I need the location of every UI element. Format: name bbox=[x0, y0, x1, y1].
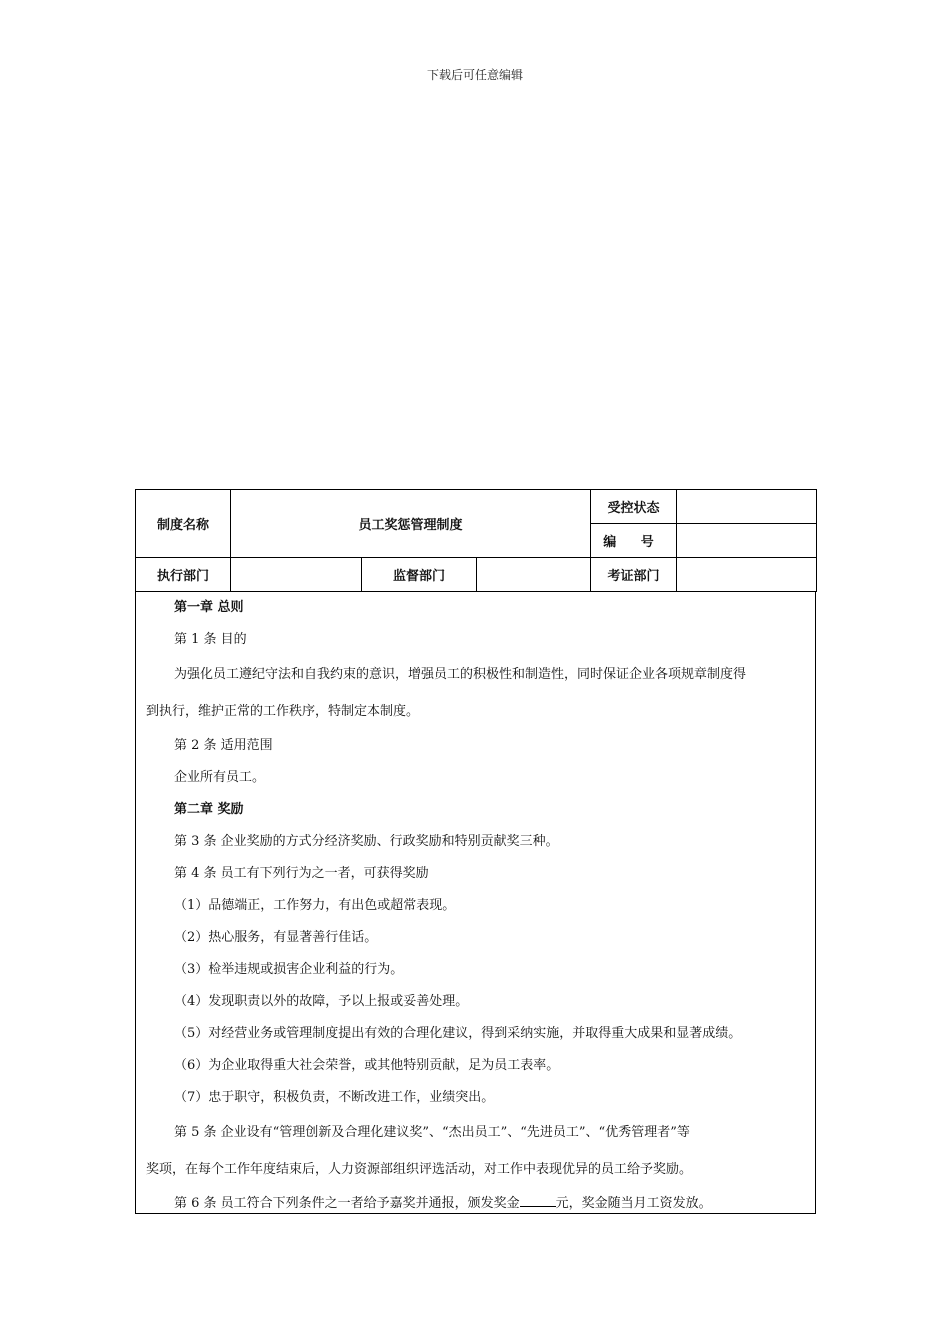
article-body bbox=[136, 1114, 815, 1188]
assess-dept-value bbox=[677, 558, 817, 592]
article-title: 第 1 条 目的 bbox=[174, 632, 247, 647]
control-status-label: 受控状态 bbox=[591, 490, 677, 524]
chapter-heading: 第二章 奖励 bbox=[174, 802, 244, 817]
article-title: 第 2 条 适用范围 bbox=[174, 738, 273, 753]
list-item: （5）对经营业务或管理制度提出有效的合理化建议，得到采纳实施，并取得重大成果和显著成绩。 bbox=[174, 1026, 742, 1041]
amount-blank bbox=[520, 1192, 556, 1207]
number-value bbox=[677, 524, 817, 558]
exec-dept-value bbox=[231, 558, 362, 592]
article-body: 第 3 条 企业奖励的方式分经济奖励、行政奖励和特别贡献奖三种。 bbox=[174, 834, 559, 849]
list-item: （1）品德端正，工作努力，有出色或超常表现。 bbox=[174, 898, 456, 913]
regulation-info-table bbox=[135, 489, 817, 592]
article-body bbox=[136, 1188, 815, 1220]
article-body-line: 第 5 条 企业设有“管理创新及合理化建议奖”、“杰出员工”、“先进员工”、“优秀管理者”等 bbox=[174, 1125, 690, 1140]
list-item: （2）热心服务，有显著善行佳话。 bbox=[174, 930, 378, 945]
header-note: 下载后可任意编辑 bbox=[426, 68, 523, 82]
supervise-dept-label: 监督部门 bbox=[362, 558, 477, 592]
article-text: 第 6 条 员工符合下列条件之一者给予嘉奖并通报，颁发奖金 bbox=[174, 1196, 520, 1211]
article-body-line: 奖项，在每个工作年度结束后，人力资源部组织评选活动，对工作中表现优异的员工给予奖励。 bbox=[146, 1162, 693, 1177]
chapter-heading: 第一章 总则 bbox=[174, 600, 244, 615]
regulation-content bbox=[135, 592, 816, 1214]
list-item: （6）为企业取得重大社会荣誉，或其他特别贡献，足为员工表率。 bbox=[174, 1058, 560, 1073]
article-body-line: 为强化员工遵纪守法和自我约束的意识，增强员工的积极性和制造性，同时保证企业各项规章制度得 bbox=[174, 667, 747, 682]
list-item: （7）忠于职守，积极负责，不断改进工作，业绩突出。 bbox=[174, 1090, 495, 1105]
assess-dept-label: 考证部门 bbox=[591, 558, 677, 592]
article-body-line: 到执行，维护正常的工作秩序，特制定本制度。 bbox=[146, 704, 420, 719]
number-label: 编 号 bbox=[591, 524, 677, 558]
supervise-dept-value bbox=[477, 558, 591, 592]
article-text: 元，奖金随当月工资发放。 bbox=[555, 1196, 712, 1211]
name-label: 制度名称 bbox=[136, 490, 231, 558]
list-item: （3）检举违规或损害企业利益的行为。 bbox=[174, 962, 404, 977]
name-value: 员工奖惩管理制度 bbox=[231, 490, 591, 558]
article-body: 第 4 条 员工有下列行为之一者，可获得奖励 bbox=[174, 866, 429, 881]
control-status-value bbox=[677, 490, 817, 524]
list-item: （4）发现职责以外的故障，予以上报或妥善处理。 bbox=[174, 994, 469, 1009]
exec-dept-label: 执行部门 bbox=[136, 558, 231, 592]
article-body: 企业所有员工。 bbox=[174, 770, 266, 785]
article-body bbox=[136, 656, 815, 730]
